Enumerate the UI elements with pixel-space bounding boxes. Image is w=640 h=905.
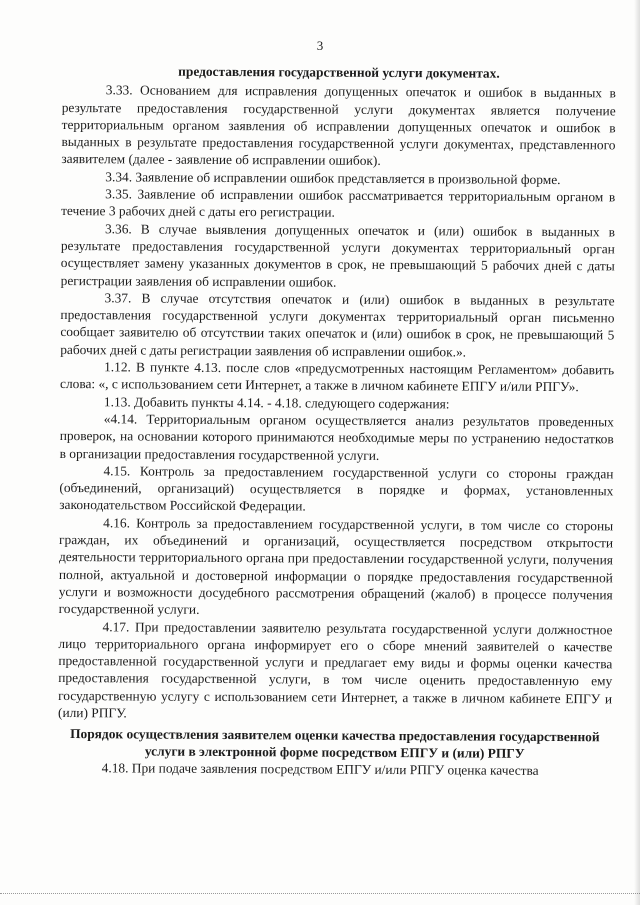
section-heading: Порядок осуществления заявителем оценки качества предоставления государственной услуги в электронной форме посредством ЕПГУ и (или) РПГУ [70, 726, 600, 762]
paragraph-1-13: 1.13. Добавить пункты 4.14. - 4.18. следующего содержания: [103, 393, 450, 412]
paragraph-4-18: 4.18. При подаче заявления посредством ЕПГУ и/или РПГУ оценка качества [101, 760, 539, 779]
document-body [58, 62, 616, 780]
scan-edge-shadow [634, 0, 640, 905]
page-bottom-edge [0, 893, 640, 895]
continued-heading: предоставления государственной услуги документах. [178, 63, 500, 81]
paragraph-3-35: 3.35. Заявление об исправлении ошибок рассматривается территориальным органом в течение 3 рабочих дней с даты его регистрации. [61, 186, 616, 221]
paragraph-3-37: 3.37. В случае отсутствия опечаток и (или) ошибок в выданных в результате предоставления государственной услуги документах территориальный орган письменно сообщает заявителю об отсутствии таких опечаток и (или) ошибок в срок, не превышающий 5 рабочих дней с даты регистрации заявления об исправлении ошибок.». [60, 290, 615, 360]
page-number: 3 [316, 38, 324, 53]
paragraph-4-16: 4.16. Контроль за предоставлением государственной услуги, в том числе со стороны граждан, их объединений и организаций, осуществляется посредством открытости деятельности территориального органа при предоставлении государственной услуги, получения полной, актуальной и достоверной информации о порядке предоставления государственной услуги и возможности досудебного рассмотрения обращений (жалоб) в процессе получения государственной услуги. [58, 514, 614, 618]
paragraph-1-12: 1.12. В пункте 4.13. после слов «предусмотренных настоящим Регламентом» добавить слова: «, с использованием сети Интернет, а также в личном кабинете ЕПГУ и/или РПГУ». [59, 359, 615, 395]
paragraph-3-33: 3.33. Основанием для исправления допущенных опечаток и ошибок в выданных в результате предоставления государственной услуги документах является получение территориальным органом заявления об исправлении допущенных опечаток и ошибок в выданных в результате предоставления государственной услуги документах, представленного заявителем (далее - заявление об исправлении ошибок). [61, 82, 616, 169]
paragraph-3-34: 3.34. Заявление об исправлении ошибок представляется в произвольной форме. [105, 169, 561, 187]
paragraph-4-15: 4.15. Контроль за предоставлением государственной услуги со стороны граждан (объединений, организаций) осуществляется в порядке и формах, установленных законодательством Российской Федерации. [59, 463, 614, 514]
paragraph-4-14: «4.14. Территориальным органом осуществляется анализ результатов проведенных проверок, на основании которого принимаются необходимые меры по устранению недостатков в организации предоставления государственной услуги. [59, 411, 614, 463]
paragraph-4-17: 4.17. При предоставлении заявителю результата государственной услуги должностное лицо территориального органа информирует его о сборе мнений заявителей о качестве предоставленной государственной услуги и предлагает ему виды и формы оценки качества предоставления государственной услуги, в том числе оценить предоставленную ему государственную услугу с использованием сети Интернет, а также в личном кабинете ЕПГУ и (или) РПГУ. [57, 618, 613, 721]
paragraph-3-36: 3.36. В случае выявления допущенных опечаток и (или) ошибок в выданных в результате предоставления государственной услуги документах территориальный орган осуществляет замену указанных документов в срок, не превышающий 5 рабочих дней с даты регистрации заявления об исправлении ошибок. [60, 220, 616, 290]
